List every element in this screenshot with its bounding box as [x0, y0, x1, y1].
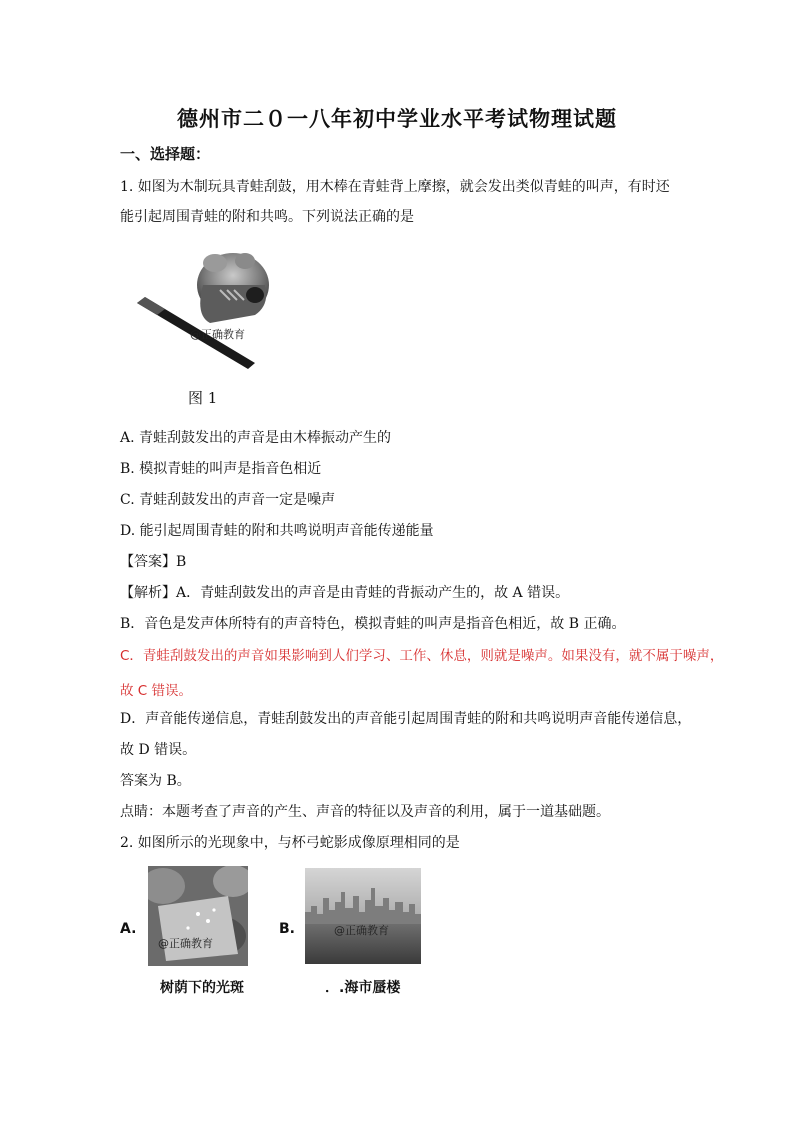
light-spots-photo [148, 866, 248, 966]
q1-analysis-d-line1: D．声音能传递信息，青蛙刮鼓发出的声音能引起周围青蛙的附和共鸣说明声音能传递信息， [120, 711, 692, 727]
q1-analysis-c-line1: C．青蛙刮鼓发出的声音如果影响到人们学习、工作、休息，则就是噪声。如果没有，就不属于噪声， [120, 648, 724, 664]
q1-answer: 【答案】B [120, 554, 187, 570]
q1-option-c: C. 青蛙刮鼓发出的声音一定是噪声 [120, 492, 336, 508]
q1-answer-note: 答案为 B。 [120, 773, 191, 789]
figure1-watermark: @正确教育 [190, 328, 245, 341]
q1-analysis-d-line2: 故 D 错误。 [120, 742, 197, 758]
q1-option-d: D. 能引起周围青蛙的附和共鸣说明声音能传递能量 [120, 523, 434, 539]
mirage-photo [305, 868, 421, 964]
q2-caption-b: ．.海市蜃楼 [325, 980, 401, 996]
q2-label-a: A. [120, 921, 137, 937]
q2-caption-a: 树荫下的光斑 [160, 980, 244, 996]
q2-stem: 2. 如图所示的光现象中，与杯弓蛇影成像原理相同的是 [120, 835, 460, 851]
q1-comment: 点睛：本题考查了声音的产生、声音的特征以及声音的利用，属于一道基础题。 [120, 804, 610, 820]
q1-stem-line2: 能引起周围青蛙的附和共鸣。下列说法正确的是 [120, 209, 414, 225]
section-heading: 一、选择题： [120, 145, 211, 163]
q1-analysis-c-line2: 故 C 错误。 [120, 683, 193, 699]
q2-label-b: B. [279, 921, 295, 937]
q1-option-b: B. 模拟青蛙的叫声是指音色相近 [120, 461, 322, 477]
figure1-caption: 图 1 [188, 389, 218, 407]
q1-stem-line1: 1. 如图为木制玩具青蛙刮鼓，用木棒在青蛙背上摩擦，就会发出类似青蛙的叫声，有时还 [120, 179, 670, 195]
q1-analysis-a: 【解析】A．青蛙刮鼓发出的声音是由青蛙的背振动产生的，故 A 错误。 [120, 585, 570, 601]
frog-toy-figure [135, 245, 285, 370]
page-title: 德州市二０一八年初中学业水平考试物理试题 [177, 107, 617, 131]
q2-a-watermark: @正确教育 [158, 937, 213, 950]
q1-option-a: A. 青蛙刮鼓发出的声音是由木棒振动产生的 [120, 430, 392, 446]
q1-analysis-b: B．音色是发声体所特有的声音特色，模拟青蛙的叫声是指音色相近，故 B 正确。 [120, 616, 626, 632]
q2-b-watermark: @正确教育 [334, 924, 389, 937]
